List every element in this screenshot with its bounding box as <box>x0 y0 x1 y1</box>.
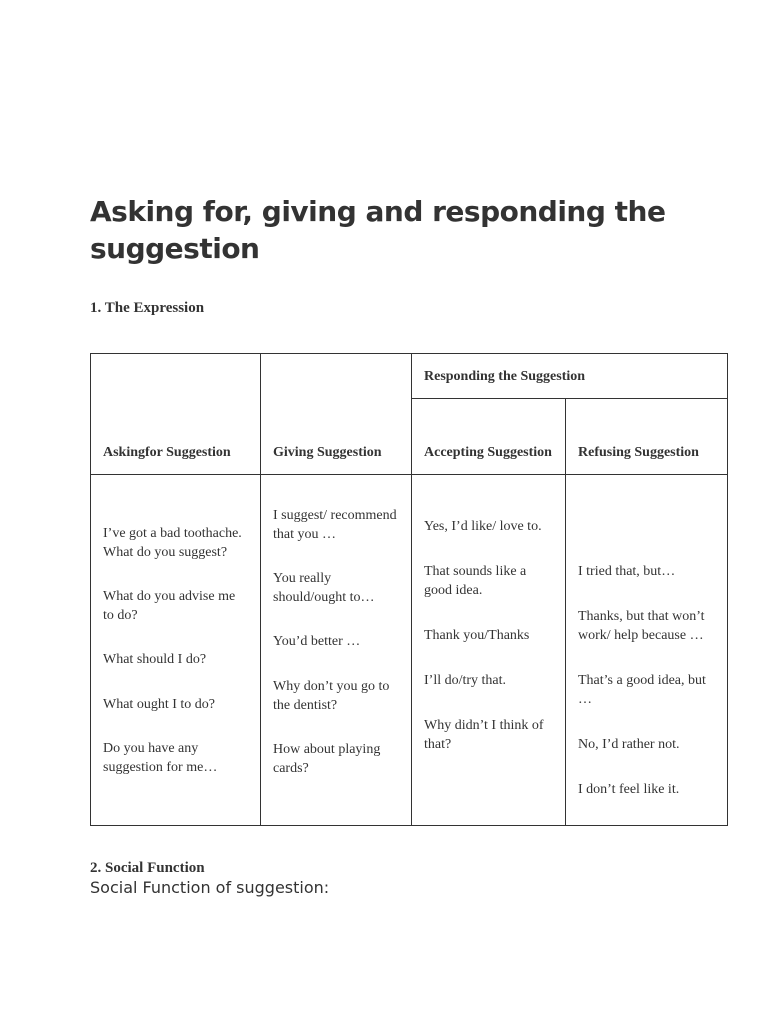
giving-item: I suggest/ recommend that you … <box>273 508 397 542</box>
giving-item: Why don’t you go to the dentist? <box>273 679 390 713</box>
header-giving: Giving Suggestion <box>261 354 412 475</box>
section-heading-social-function: 2. Social Function <box>90 860 205 876</box>
asking-item: What ought I to do? <box>103 697 215 712</box>
document-title: Asking for, giving and responding the suggestion <box>90 195 666 265</box>
accepting-item: I’ll do/try that. <box>424 673 507 688</box>
refusing-item: No, I’d rather not. <box>578 737 680 752</box>
refusing-item: I don’t feel like it. <box>578 782 680 797</box>
refusing-item: I tried that, but… <box>578 564 676 579</box>
asking-item: I’ve got a bad toothache. What do you suggest? <box>103 526 242 560</box>
asking-cell <box>91 475 261 826</box>
giving-item: How about playing cards? <box>273 742 381 776</box>
header-asking: Askingfor Suggestion <box>91 354 261 475</box>
giving-cell <box>261 475 412 826</box>
section-heading-expression: 1. The Expression <box>90 300 205 316</box>
accepting-item: Why didn’t I think of that? <box>424 718 544 752</box>
expression-table <box>90 353 728 826</box>
accepting-item: Thank you/Thanks <box>424 628 530 643</box>
header-responding: Responding the Suggestion <box>412 354 728 399</box>
accepting-cell <box>412 475 566 826</box>
header-refusing: Refusing Suggestion <box>566 399 728 475</box>
refusing-item: That’s a good idea, but … <box>578 673 706 707</box>
accepting-item: That sounds like a good idea. <box>424 564 527 598</box>
refusing-item: Thanks, but that won’t work/ help because … <box>578 609 705 643</box>
giving-item: You’d better … <box>273 634 361 649</box>
header-accepting: Accepting Suggestion <box>412 399 566 475</box>
asking-item: Do you have any suggestion for me… <box>103 741 218 775</box>
asking-item: What should I do? <box>103 652 207 667</box>
refusing-cell <box>566 475 728 826</box>
social-function-text: Social Function of suggestion: <box>90 878 330 897</box>
accepting-item: Yes, I’d like/ love to. <box>424 519 542 534</box>
giving-item: You really should/ought to… <box>273 571 375 605</box>
asking-item: What do you advise me to do? <box>103 589 236 623</box>
